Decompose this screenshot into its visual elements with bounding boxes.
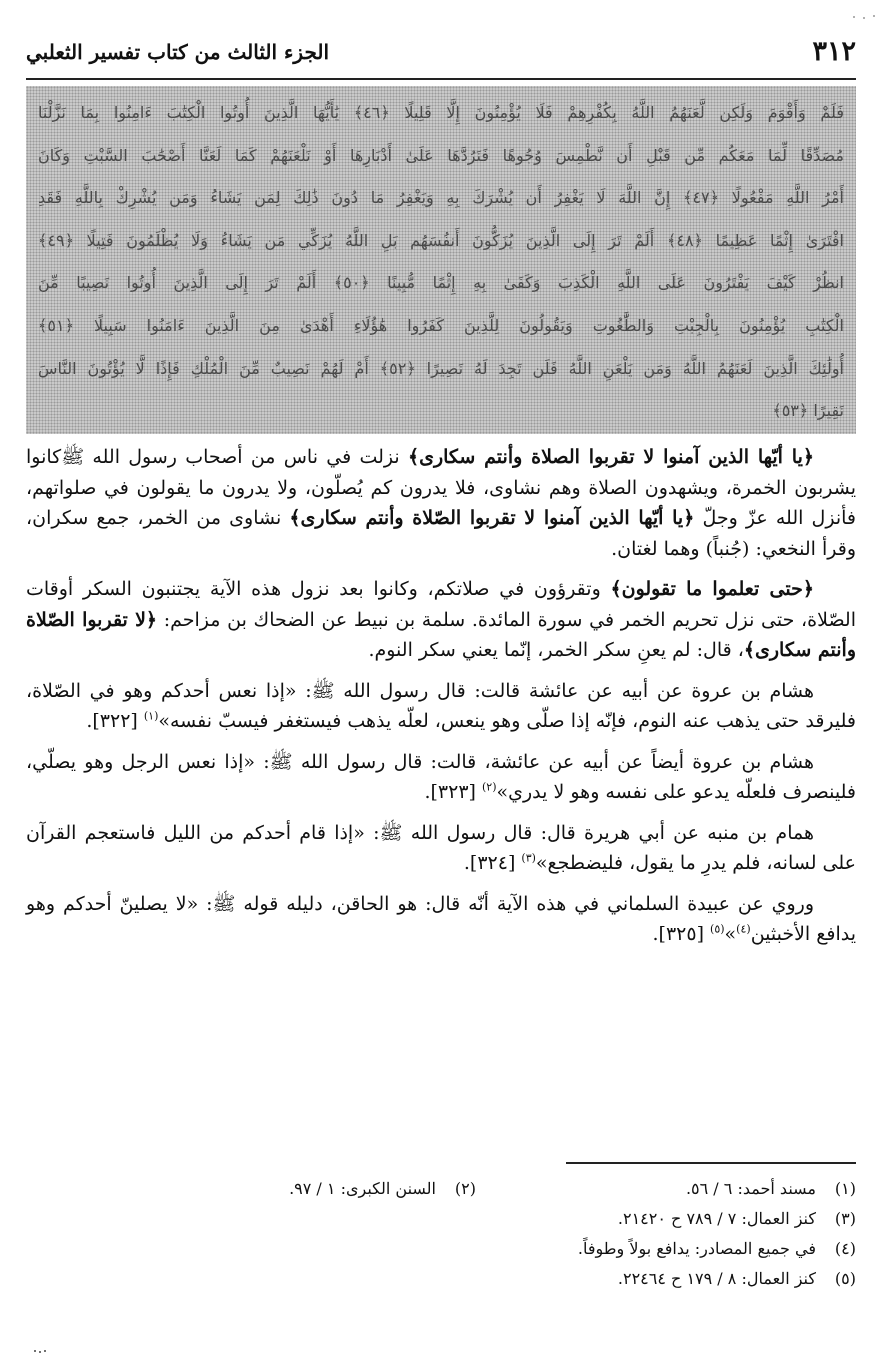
footnote-text: كنز العمال: ٨ / ١٧٩ ح ٢٢٤٦٤. — [617, 1269, 816, 1288]
quran-line: أَمْرُ اللَّهِ مَفْعُولًا ﴿٤٧﴾ إِنَّ اللَّهَ لَا يَغْفِرُ أَن يُشْرَكَ بِهِ وَيَغْفِرُ مَا دُونَ ذَٰلِكَ لِمَن يَشَاءُ وَمَن يُشْرِكْ بِاللَّهِ فَقَدِ — [38, 188, 844, 208]
scan-specks — [34, 1350, 48, 1353]
verse-quote: ﴿يا أيّها الذين آمنوا لا تقربوا الصّلاة وأنتم سكارى﴾ — [289, 507, 695, 529]
footnote-ref: (٢) — [482, 780, 497, 794]
footnote-ref: (٥) — [710, 922, 725, 936]
footnote-ref: (٤) — [736, 922, 751, 936]
footnote-number: (١) — [834, 1179, 856, 1198]
paragraph-text: [٣٢٥]. — [652, 923, 711, 945]
verse-quote: ﴿لا تقربوا الصّلاة وأنتم سكارى﴾ — [26, 608, 856, 661]
verse-quote: ﴿حتى تعلموا ما تقولون﴾ — [610, 578, 814, 600]
quran-line: افْتَرَىٰ إِثْمًا عَظِيمًا ﴿٤٨﴾ أَلَمْ تَرَ إِلَى الَّذِينَ يُزَكُّونَ أَنفُسَهُم بَلِ اللَّهُ يُزَكِّي مَن يَشَاءُ وَلَا يُظْلَمُونَ فَتِيلًا ﴿٤٩﴾ — [38, 230, 844, 250]
footnote-row — [26, 1264, 856, 1294]
running-title: الجزء الثالث من كتاب تفسير الثعلبي — [26, 40, 329, 64]
quran-line: فَلَمْ وَأَقْوَمَ وَلَكِن لَّعَنَهُمُ اللَّهُ بِكُفْرِهِمْ فَلَا يُؤْمِنُونَ إِلَّا قَلِيلًا ﴿٤٦﴾ يَٰأَيُّهَا الَّذِينَ أُوتُوا الْكِتَٰبَ ءَامِنُوا بِمَا نَزَّلْنَا — [38, 103, 844, 122]
paragraph-text: هشام بن عروة عن أبيه عن عائشة قالت: قال رسول الله ﷺ: «إذا نعس أحدكم وهو في الصّلاة، فليرقد حتى يذهب عنه النوم، فإنّه إذا صلّى وهو ينعس، لعلّه يذهب فيستغفر فيسبّ نفسه» — [26, 679, 856, 732]
verse-quote: ﴿يا أيّها الذين آمنوا لا تقربوا الصلاة وأنتم سكارى﴾ — [407, 446, 814, 468]
commentary-paragraph — [26, 676, 856, 737]
commentary-paragraph — [26, 442, 856, 564]
footnote-row — [26, 1174, 856, 1204]
commentary-paragraph — [26, 747, 856, 808]
paragraph-text: » — [724, 923, 737, 945]
paragraph-text: [٣٢٢]. — [86, 710, 144, 732]
footnote-number: (٢) — [454, 1179, 476, 1198]
footnote-rule — [566, 1162, 856, 1164]
paragraph-text: هشام بن عروة أيضاً عن أبيه عن عائشة، قالت: قال رسول الله ﷺ: «إذا نعس الرجل وهو يصلّي، فلينصرف فلعلّه يدعو على نفسه وهو لا يدري» — [26, 750, 856, 803]
footnote-text: كنز العمال: ٧ / ٧٨٩ ح ٢١٤٢٠. — [617, 1209, 816, 1228]
quran-line: أُولَٰئِكَ الَّذِينَ لَعَنَهُمُ اللَّهُ وَمَن يَلْعَنِ اللَّهُ فَلَن تَجِدَ لَهُ نَصِيرًا ﴿٥٢﴾ أَمْ لَهُمْ نَصِيبٌ مِّنَ الْمُلْكِ فَإِذًا لَّا يُؤْتُونَ النَّاسَ — [38, 358, 844, 378]
paragraph-text: نشاوى من الخمر، جمع سكران، وقرأ النخعي: (جُنباً) وهما لغتان. — [26, 507, 856, 560]
footnote-ref: (١) — [143, 709, 159, 723]
footnote-2 — [289, 1174, 476, 1204]
footnote-number: (٤) — [834, 1239, 856, 1258]
quran-line: انظُرْ كَيْفَ يَفْتَرُونَ عَلَى اللَّهِ الْكَذِبَ وَكَفَىٰ بِهِ إِثْمًا مُّبِينًا ﴿٥٠﴾ أَلَمْ تَرَ إِلَى الَّذِينَ أُوتُوا نَصِيبًا مِّنَ — [38, 273, 844, 293]
paragraph-text: [٣٢٤]. — [463, 852, 522, 874]
paragraph-text: همام بن منبه عن أبي هريرة قال: قال رسول الله ﷺ: «إذا قام أحدكم من الليل فاستعجم القرآن على لسانه، فلم يدرِ ما يقول، فليضطجع» — [26, 821, 856, 874]
quran-line: مُصَدِّقًا لِّمَا مَعَكُم مِّن قَبْلِ أَن نَّطْمِسَ وُجُوهًا فَنَرُدَّهَا عَلَىٰ أَدْبَارِهَا أَوْ نَلْعَنَهُمْ كَمَا لَعَنَّا أَصْحَٰبَ السَّبْتِ وَكَانَ — [38, 145, 844, 165]
page-number: ٣١٢ — [812, 36, 856, 67]
footnote-5 — [618, 1264, 856, 1294]
paragraph-text: [٣٢٣]. — [424, 781, 482, 803]
paragraph-text: وروي عن عبيدة السلماني في هذه الآية أنّه قال: هو الحاقن، دليله قوله ﷺ: «لا يصلينّ أحدكم وهو يدافع الأخبثين — [26, 892, 856, 945]
footnote-text: مسند أحمد: ٦ / ٥٦. — [685, 1179, 816, 1198]
footnote-row — [26, 1204, 856, 1234]
footnote-number: (٣) — [834, 1209, 856, 1228]
commentary-paragraph — [26, 574, 856, 666]
paragraph-text: ، قال: لم يعنِ سكر الخمر، إنّما يعني سكر النوم. — [368, 639, 744, 661]
footnote-text: السنن الكبرى: ١ / ٩٧. — [289, 1179, 436, 1198]
commentary-paragraph — [26, 818, 856, 879]
commentary-paragraph — [26, 889, 856, 950]
footnotes — [26, 1174, 856, 1294]
paragraph-text: وتقرؤون في صلاتكم، وكانوا بعد نزول هذه الآية يجتنبون السكر أوقات الصّلاة، حتى نزل تحريم الخمر في سورة المائدة. سلمة بن نبيط عن الضحاك بن مزاحم: — [26, 578, 856, 631]
footnote-text: في جميع المصادر: يدافع بولاً وطوفاً. — [577, 1239, 816, 1258]
scan-specks — [851, 14, 881, 20]
footnote-3 — [618, 1204, 856, 1234]
footnote-number: (٥) — [834, 1269, 856, 1288]
header-rule — [26, 78, 856, 80]
commentary-body — [26, 442, 856, 960]
footnote-4 — [578, 1234, 856, 1264]
footnote-row — [26, 1234, 856, 1264]
paragraph-text: نزلت في ناس من أصحاب رسول الله ﷺكانوا يشربون الخمرة، ويشهدون الصلاة وهم نشاوى، فلا يدرون كم يُصلّون، ولا يدرون ما يقولون في صلواتهم، فأنزل الله عزّ وجلّ — [26, 446, 856, 529]
quran-line: نَقِيرًا ﴿٥٣﴾ — [772, 401, 844, 421]
footnote-1 — [686, 1174, 856, 1204]
page-header — [26, 34, 856, 76]
quran-line: الْكِتَٰبِ يُؤْمِنُونَ بِالْجِبْتِ وَالطَّٰغُوتِ وَيَقُولُونَ لِلَّذِينَ كَفَرُوا هَٰؤُلَاءِ أَهْدَىٰ مِنَ الَّذِينَ ءَامَنُوا سَبِيلًا ﴿٥١﴾ — [38, 315, 844, 335]
quran-verses-box — [26, 86, 856, 434]
footnote-ref: (٣) — [521, 851, 536, 865]
